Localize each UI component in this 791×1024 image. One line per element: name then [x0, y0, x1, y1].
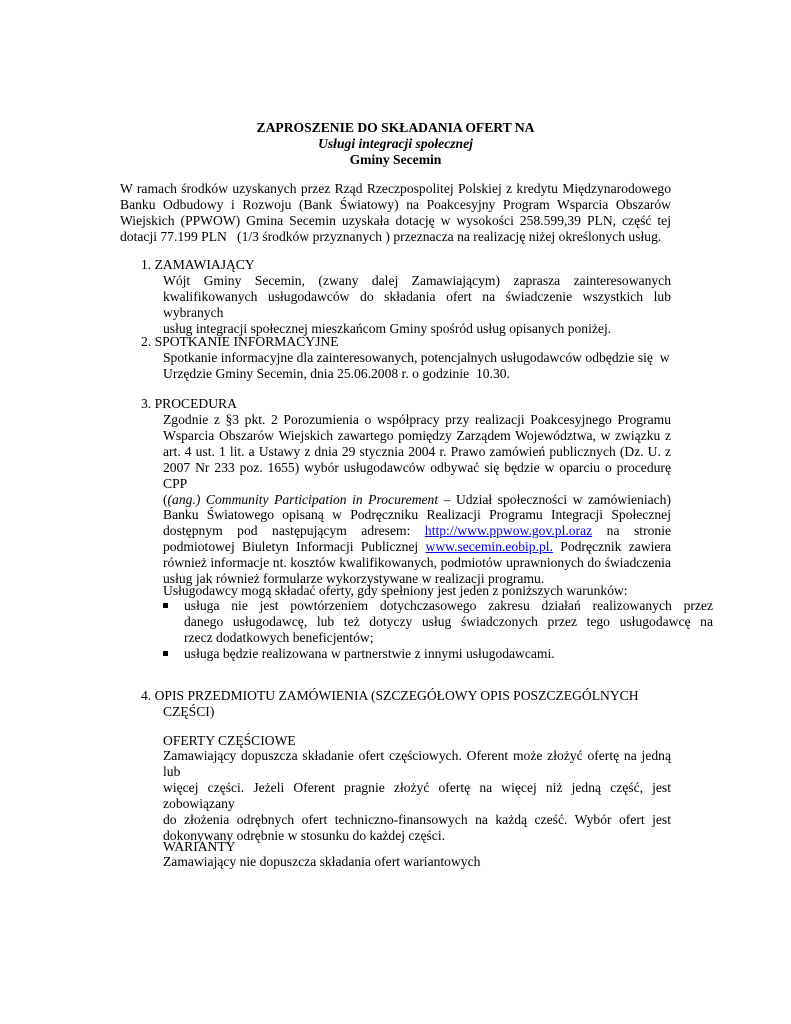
bullet-square-icon [163, 603, 168, 608]
list-item-line: danego usługodawcę, lub też dotyczy usług świadczonych przez tego usługodawcę na [184, 613, 713, 629]
bullet-square-icon [163, 651, 168, 656]
list-item [142, 598, 713, 646]
section-2-heading: 2. SPOTKANIE INFORMACYJNE [141, 334, 339, 349]
list-item-line: usługa nie jest powtórzeniem dotychczasowego zakresu działań realizowanych przez [184, 598, 713, 613]
section-2-line: Urzędzie Gminy Secemin, dnia 25.06.2008 r. o godzinie 10.30. [163, 365, 510, 381]
partial-offers-line: do złożenia odrębnych ofert techniczno-finansowych na każdą cześć. Wybór ofert jest [163, 811, 671, 827]
section-3-line: usług jak również formularze wykorzystywane w realizacji programu. [163, 571, 545, 587]
cpp-translation: – Udział społeczności w zamówieniach) [438, 491, 671, 507]
partial-offers-line: dokonywany odrębnie w stosunku do każdej części. [163, 827, 445, 843]
intro-line: Banku Odbudowy i Rozwoju (Bank Światowy) na Poakcesyjny Program Wsparcia Obszarów [120, 196, 671, 212]
section-3-line: Zgodnie z §3 pkt. 2 Porozumienia o współpracy przy realizacji Poakcesyjnego Programu [163, 412, 671, 427]
section-3-line: również informacje nt. kosztów kwalifikowanych, podmiotów uprawnionych do świadczenia [163, 555, 671, 571]
conditions-list [163, 598, 713, 662]
section-1-body [163, 273, 671, 337]
bip-text-end: Podręcznik zawiera [552, 539, 671, 555]
section-1-line: usług integracji społecznej mieszkańcom Gminy spośród usług opisanych poniżej. [163, 320, 612, 336]
ppwow-link[interactable]: http://www.ppwow.gov.pl.oraz [424, 523, 593, 539]
partial-offers-subheading: OFERTY CZĘŚCIOWE [163, 733, 296, 748]
secemin-bip-link[interactable]: www.secemin.eobip.pl. [425, 539, 553, 555]
bip-text: podmiotowej Biuletyn Informacji Publicznej [163, 539, 426, 555]
section-3-line-bip [163, 539, 671, 555]
partial-offers-paragraph [163, 748, 671, 843]
section-3-heading: 3. PROCEDURA [141, 396, 237, 411]
address-text-end: na stronie [606, 523, 672, 539]
list-item [142, 646, 713, 662]
section-2-body [163, 350, 671, 382]
list-item-line: usługa będzie realizowana w partnerstwie z innymi usługodawcami. [184, 645, 555, 661]
intro-paragraph [120, 181, 671, 245]
variants-subheading: WARIANTY [163, 839, 236, 854]
document-title [120, 120, 671, 168]
section-3-line-cpp [163, 492, 671, 508]
intro-line: W ramach środków uzyskanych przez Rząd Rzeczpospolitej Polskiej z kredytu Międzynarodowego [120, 181, 671, 196]
section-3-line: 2007 Nr 233 poz. 1655) wybór usługodawców odbywać się będzie w oparciu o procedurę CPP [163, 459, 671, 491]
list-item-line: rzecz dodatkowych beneficjentów; [184, 629, 374, 645]
section-3-line-link [163, 523, 671, 539]
section-1-line: kwalifikowanych usługodawców do składania ofert na świadczenie wszystkich lub wybranych [163, 288, 671, 320]
conditions-intro: Usługodawcy mogą składać oferty, gdy spełniony jest jeden z poniższych warunków: [163, 583, 628, 598]
intro-line: Wiejskich (PPWOW) Gmina Secemin uzyskała dotację w wysokości 258.599,39 PLN, część tej [120, 212, 671, 228]
section-3-line: Wsparcia Obszarów Wiejskich zawartego pomiędzy Zarządem Województwa, w związku z [163, 427, 671, 443]
title-line-2: Usługi integracji społecznej [318, 136, 473, 151]
section-1-heading: 1. ZAMAWIAJĄCY [141, 257, 255, 272]
intro-line: dotacji 77.199 PLN (1/3 środków przyznanych ) przeznacza na realizację niżej określonych usług. [120, 228, 662, 244]
title-line-3: Gminy Secemin [349, 152, 442, 167]
partial-offers-line: więcej części. Jeżeli Oferent pragnie złożyć ofertę na więcej niż jedną część, jest zobowiązany [163, 779, 671, 811]
section-3-line: art. 4 ust. 1 lit. a Ustawy z dnia 29 stycznia 2004 r. Prawo zamówień publicznych (Dz. U. z [163, 443, 671, 459]
section-3-body [163, 412, 671, 587]
paren-open: ( [163, 491, 168, 507]
address-text: dostępnym pod następującym adresem: [163, 523, 411, 539]
section-2-line: Spotkanie informacyjne dla zainteresowanych, potencjalnych usługodawców odbędzie się w [163, 350, 670, 365]
section-4-heading-cont: CZĘŚCI) [163, 704, 215, 719]
cpp-term: (ang.) Community Participation in Procurement [167, 491, 439, 507]
variants-paragraph: Zamawiający nie dopuszcza składania ofert wariantowych [163, 854, 481, 869]
partial-offers-line: Zamawiający dopuszcza składanie ofert częściowych. Oferent może złożyć ofertę na jedną lub [163, 748, 671, 779]
section-3-line: Banku Światowego opisaną w Podręczniku Realizacji Programu Integracji Społecznej [163, 507, 671, 523]
section-1-line: Wójt Gminy Secemin, (zwany dalej Zamawiającym) zaprasza zainteresowanych [163, 273, 671, 288]
title-line-1: ZAPROSZENIE DO SKŁADANIA OFERT NA [256, 120, 535, 135]
section-4-heading: 4. OPIS PRZEDMIOTU ZAMÓWIENIA (SZCZEGÓŁOWY OPIS POSZCZEGÓLNYCH [141, 688, 639, 703]
